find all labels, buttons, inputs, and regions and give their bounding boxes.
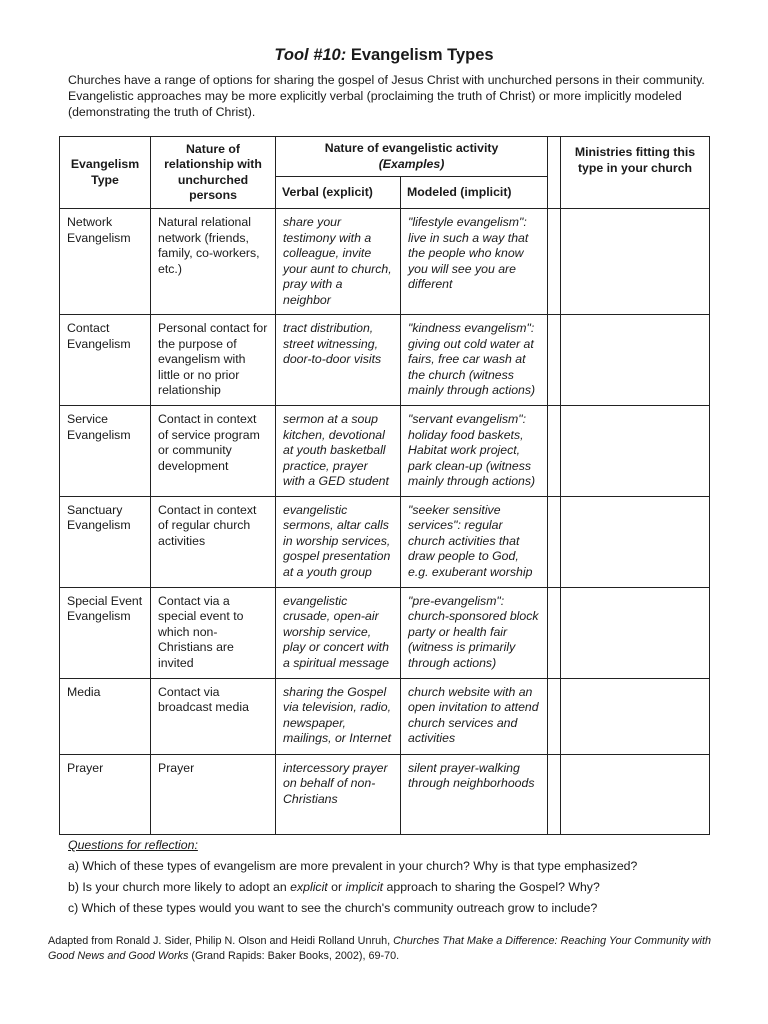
question-b-pre: b) Is your church more likely to adopt an <box>68 880 291 894</box>
cell-verbal: evangelistic sermons, altar calls in worship services, gospel presentation at a youth group <box>276 496 401 587</box>
cell-type: Network Evangelism <box>60 209 151 315</box>
table-row <box>60 496 710 587</box>
cell-relationship: Contact via broadcast media <box>151 678 276 754</box>
question-c: c) Which of these types would you want to see the church's community outreach grow to include? <box>68 901 598 915</box>
cell-verbal: share your testimony with a colleague, invite your aunt to church, pray with a neighbor <box>276 209 401 315</box>
cell-ministries[interactable] <box>561 754 710 834</box>
cell-type: Sanctuary Evangelism <box>60 496 151 587</box>
question-b-post: approach to sharing the Gospel? Why? <box>383 880 600 894</box>
cell-ministries[interactable] <box>561 315 710 406</box>
table-row <box>60 315 710 406</box>
cell-relationship: Prayer <box>151 754 276 834</box>
header-evangelism-type: Evangelism Type <box>60 137 151 209</box>
title-main: Evangelism Types <box>346 46 494 64</box>
reflection-questions <box>68 835 718 919</box>
cell-type: Contact Evangelism <box>60 315 151 406</box>
source-footnote <box>48 934 738 963</box>
header-activity <box>276 137 548 177</box>
cell-verbal: evangelistic crusade, open-air worship service, play or concert with a spiritual message <box>276 587 401 678</box>
intro-paragraph: Churches have a range of options for sharing the gospel of Jesus Christ with unchurched persons in their community. Evangelistic approaches may be more explicitly verbal (proclaiming the truth of Christ) or more implicitly modeled (demonstrating the truth of Christ). <box>68 73 705 119</box>
cell-modeled: "lifestyle evangelism": live in such a way that the people who know you will see you are different <box>401 209 548 315</box>
cell-verbal: tract distribution, street witnessing, door-to-door visits <box>276 315 401 406</box>
table-row <box>60 209 710 315</box>
cell-modeled: "seeker sensitive services": regular church activities that draw people to God, e.g. exuberant worship <box>401 496 548 587</box>
header-ministries: Ministries fitting this type in your church <box>561 137 710 209</box>
cell-spacer <box>548 496 561 587</box>
cell-modeled: "pre-evangelism": church-sponsored block party or health fair (witness is primarily through actions) <box>401 587 548 678</box>
footnote-post: (Grand Rapids: Baker Books, 2002), 69-70. <box>188 949 400 962</box>
table-row <box>60 406 710 497</box>
questions-heading: Questions for reflection: <box>68 838 198 852</box>
cell-relationship: Contact in context of regular church activities <box>151 496 276 587</box>
cell-ministries[interactable] <box>561 678 710 754</box>
cell-relationship: Contact via a special event to which non-Christians are invited <box>151 587 276 678</box>
evangelism-types-table <box>59 136 710 835</box>
cell-ministries[interactable] <box>561 587 710 678</box>
question-b-implicit: implicit <box>345 880 384 894</box>
header-verbal: Verbal (explicit) <box>276 177 401 209</box>
header-relationship: Nature of relationship with unchurched persons <box>151 137 276 209</box>
question-b-or: or <box>327 880 346 894</box>
page-title <box>0 46 768 65</box>
cell-modeled: church website with an open invitation to attend church services and activities <box>401 678 548 754</box>
cell-relationship: Natural relational network (friends, family, co-workers, etc.) <box>151 209 276 315</box>
cell-spacer <box>548 209 561 315</box>
table-row <box>60 678 710 754</box>
cell-verbal: intercessory prayer on behalf of non-Christians <box>276 754 401 834</box>
cell-type: Special Event Evangelism <box>60 587 151 678</box>
footnote-book-title: Churches That Make a Difference: Reaching Your Community with Good News and Good Works <box>48 935 711 962</box>
cell-verbal: sharing the Gospel via television, radio, newspaper, mailings, or Internet <box>276 678 401 754</box>
header-spacer <box>548 137 561 209</box>
cell-spacer <box>548 678 561 754</box>
cell-type: Prayer <box>60 754 151 834</box>
cell-type: Media <box>60 678 151 754</box>
cell-ministries[interactable] <box>561 209 710 315</box>
cell-modeled: "kindness evangelism": giving out cold water at fairs, free car wash at the church (witness mainly through actions) <box>401 315 548 406</box>
header-modeled: Modeled (implicit) <box>401 177 548 209</box>
cell-modeled: "servant evangelism": holiday food baskets, Habitat work project, park clean-up (witness mainly through actions) <box>401 406 548 497</box>
footnote-pre: Adapted from Ronald J. Sider, Philip N. Olson and Heidi Rolland Unruh, <box>48 935 394 947</box>
cell-verbal: sermon at a soup kitchen, devotional at youth basketball practice, prayer with a GED student <box>276 406 401 497</box>
cell-type: Service Evangelism <box>60 406 151 497</box>
cell-modeled: silent prayer-walking through neighborhoods <box>401 754 548 834</box>
cell-relationship: Personal contact for the purpose of evangelism with little or no prior relationship <box>151 315 276 406</box>
cell-spacer <box>548 587 561 678</box>
cell-relationship: Contact in context of service program or community development <box>151 406 276 497</box>
cell-spacer <box>548 315 561 406</box>
table-row <box>60 754 710 834</box>
cell-spacer <box>548 754 561 834</box>
header-examples-label: (Examples) <box>378 156 445 171</box>
cell-ministries[interactable] <box>561 496 710 587</box>
question-a: a) Which of these types of evangelism are more prevalent in your church? Why is that type emphasized? <box>68 859 638 873</box>
question-b-explicit: explicit <box>290 880 328 894</box>
title-prefix: Tool #10: <box>274 46 347 64</box>
table-row <box>60 587 710 678</box>
cell-spacer <box>548 406 561 497</box>
cell-ministries[interactable] <box>561 406 710 497</box>
question-b <box>68 877 718 898</box>
header-activity-label: Nature of evangelistic activity <box>324 141 499 155</box>
